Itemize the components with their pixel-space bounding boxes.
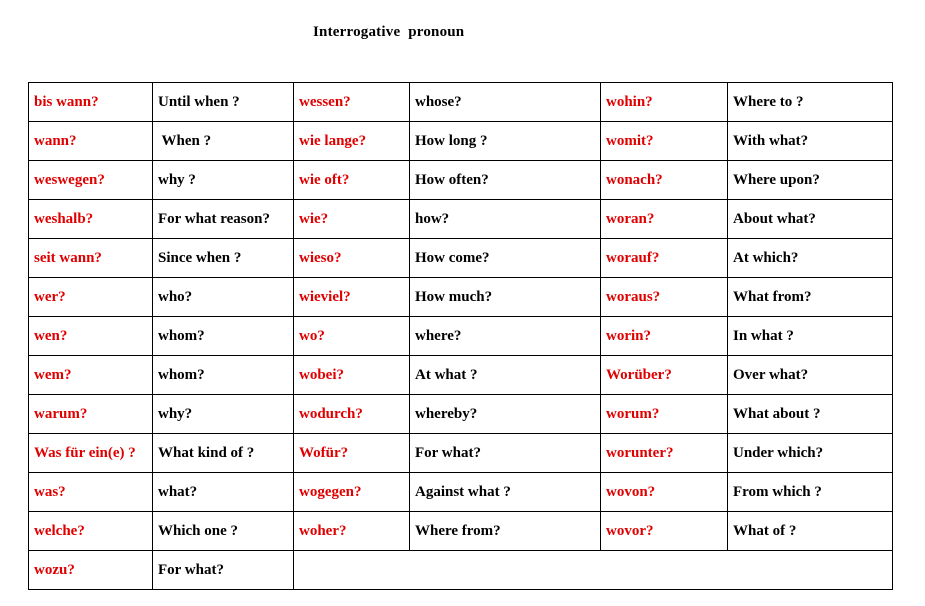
english-translation-cell: About what? <box>728 200 893 239</box>
german-pronoun-cell: seit wann? <box>29 239 153 278</box>
german-pronoun-cell: wobei? <box>294 356 410 395</box>
english-translation-cell: What of ? <box>728 512 893 551</box>
german-pronoun-cell: wessen? <box>294 83 410 122</box>
german-pronoun-cell: wen? <box>29 317 153 356</box>
german-pronoun-cell: woraus? <box>601 278 728 317</box>
english-translation-cell: whom? <box>153 356 294 395</box>
table-row <box>29 200 893 239</box>
german-pronoun-cell: woran? <box>601 200 728 239</box>
english-translation-cell: With what? <box>728 122 893 161</box>
table-row <box>29 512 893 551</box>
english-translation-cell: From which ? <box>728 473 893 512</box>
english-translation-cell: where? <box>410 317 601 356</box>
table-row <box>29 356 893 395</box>
english-translation-cell: At which? <box>728 239 893 278</box>
english-translation-cell: why? <box>153 395 294 434</box>
english-translation-cell: Where upon? <box>728 161 893 200</box>
empty-merged-cell <box>294 551 893 590</box>
german-pronoun-cell: bis wann? <box>29 83 153 122</box>
table-row <box>29 317 893 356</box>
english-translation-cell: How often? <box>410 161 601 200</box>
german-pronoun-cell: wogegen? <box>294 473 410 512</box>
german-pronoun-cell: wer? <box>29 278 153 317</box>
english-translation-cell: Over what? <box>728 356 893 395</box>
english-translation-cell: Since when ? <box>153 239 294 278</box>
pronoun-table <box>28 82 893 590</box>
english-translation-cell: whom? <box>153 317 294 356</box>
german-pronoun-cell: weswegen? <box>29 161 153 200</box>
german-pronoun-cell: Wofür? <box>294 434 410 473</box>
german-pronoun-cell: womit? <box>601 122 728 161</box>
english-translation-cell: For what? <box>410 434 601 473</box>
german-pronoun-cell: worin? <box>601 317 728 356</box>
table-row <box>29 434 893 473</box>
german-pronoun-cell: wie? <box>294 200 410 239</box>
table-row <box>29 161 893 200</box>
table-row <box>29 239 893 278</box>
english-translation-cell: In what ? <box>728 317 893 356</box>
english-translation-cell: whose? <box>410 83 601 122</box>
german-pronoun-cell: wohin? <box>601 83 728 122</box>
page-title: Interrogative pronoun <box>313 24 465 40</box>
english-translation-cell: Against what ? <box>410 473 601 512</box>
german-pronoun-cell: Worüber? <box>601 356 728 395</box>
german-pronoun-cell: wo? <box>294 317 410 356</box>
german-pronoun-cell: wieso? <box>294 239 410 278</box>
german-pronoun-cell: wem? <box>29 356 153 395</box>
english-translation-cell: For what? <box>153 551 294 590</box>
english-translation-cell: Where to ? <box>728 83 893 122</box>
german-pronoun-cell: wann? <box>29 122 153 161</box>
english-translation-cell: Which one ? <box>153 512 294 551</box>
table-row <box>29 278 893 317</box>
english-translation-cell: whereby? <box>410 395 601 434</box>
english-translation-cell: How much? <box>410 278 601 317</box>
german-pronoun-cell: woher? <box>294 512 410 551</box>
english-translation-cell: Until when ? <box>153 83 294 122</box>
german-pronoun-cell: wodurch? <box>294 395 410 434</box>
english-translation-cell: How come? <box>410 239 601 278</box>
table-row <box>29 83 893 122</box>
table-row <box>29 395 893 434</box>
german-pronoun-cell: worum? <box>601 395 728 434</box>
english-translation-cell: what? <box>153 473 294 512</box>
table-row <box>29 473 893 512</box>
english-translation-cell: why ? <box>153 161 294 200</box>
german-pronoun-cell: weshalb? <box>29 200 153 239</box>
german-pronoun-cell: welche? <box>29 512 153 551</box>
english-translation-cell: how? <box>410 200 601 239</box>
english-translation-cell: who? <box>153 278 294 317</box>
german-pronoun-cell: Was für ein(e) ? <box>29 434 153 473</box>
german-pronoun-cell: wie lange? <box>294 122 410 161</box>
english-translation-cell: What kind of ? <box>153 434 294 473</box>
german-pronoun-cell: worunter? <box>601 434 728 473</box>
english-translation-cell: What from? <box>728 278 893 317</box>
german-pronoun-cell: wovor? <box>601 512 728 551</box>
table-row <box>29 551 893 590</box>
english-translation-cell: Under which? <box>728 434 893 473</box>
german-pronoun-cell: worauf? <box>601 239 728 278</box>
table-row <box>29 122 893 161</box>
german-pronoun-cell: wonach? <box>601 161 728 200</box>
german-pronoun-cell: warum? <box>29 395 153 434</box>
german-pronoun-cell: was? <box>29 473 153 512</box>
german-pronoun-cell: wieviel? <box>294 278 410 317</box>
english-translation-cell: Where from? <box>410 512 601 551</box>
english-translation-cell: For what reason? <box>153 200 294 239</box>
german-pronoun-cell: wie oft? <box>294 161 410 200</box>
english-translation-cell: How long ? <box>410 122 601 161</box>
english-translation-cell: When ? <box>153 122 294 161</box>
german-pronoun-cell: wovon? <box>601 473 728 512</box>
german-pronoun-cell: wozu? <box>29 551 153 590</box>
english-translation-cell: At what ? <box>410 356 601 395</box>
english-translation-cell: What about ? <box>728 395 893 434</box>
